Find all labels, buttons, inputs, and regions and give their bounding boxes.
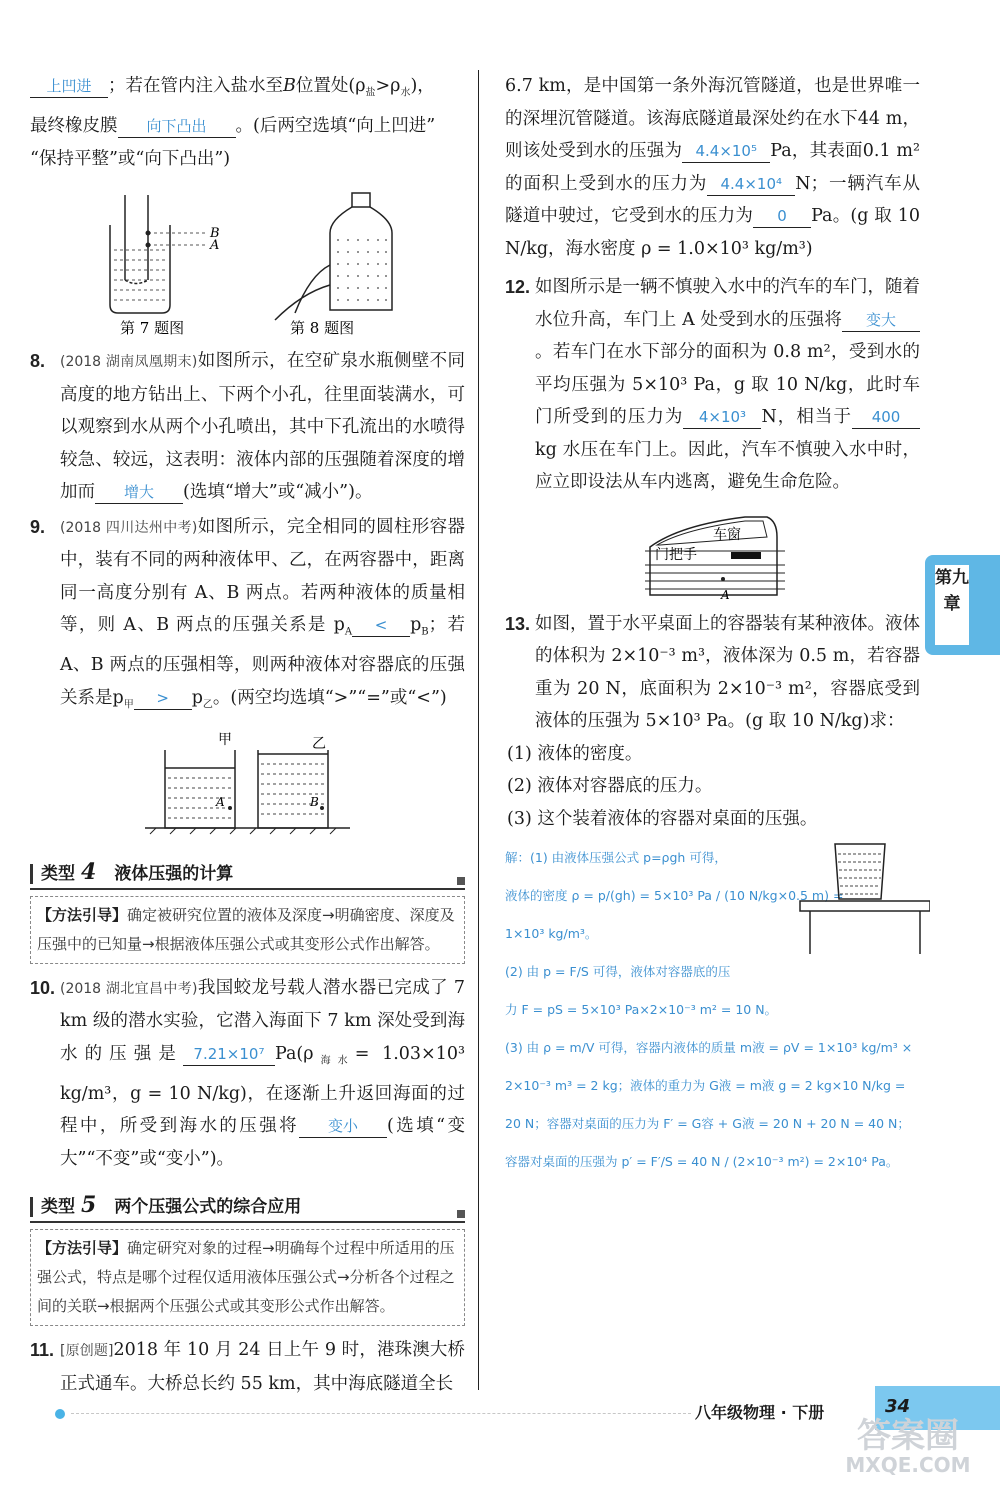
fig9-point-A: A: [216, 794, 225, 809]
fig8-water-dots: [337, 239, 387, 301]
figures-7-8: [30, 185, 465, 335]
question-11: 11. [原创题]2018 年 10 月 24 日上午 9 时，港珠澳大桥正式通车。大桥总长约 55 km，其中海底隧道全长: [30, 1334, 465, 1400]
question-source: (2018 湖南凤凰期末): [60, 354, 198, 370]
fig9-drawing: [30, 730, 465, 842]
fig8-bottle: [275, 193, 392, 320]
section-header-type4: 类型 4 液体压强的计算: [30, 856, 465, 890]
fig9-label-jia: 甲: [218, 731, 232, 748]
fig12-label-window: 车窗: [713, 526, 741, 543]
answer-blank: 4.4×10⁵: [682, 140, 770, 163]
q13-sub-3: (3) 这个装着液体的容器对桌面的压强。: [507, 808, 818, 829]
solution-line: 20 N；容器对桌面的压力为 F′ = G容 + G液 = 20 N + 20 N = 40 N；: [505, 1116, 910, 1131]
figure-12: [505, 507, 920, 602]
answer-blank: 变大: [842, 309, 920, 332]
answer-blank: 增大: [95, 481, 183, 504]
question-number: 11.: [30, 1340, 55, 1360]
section-title: 液体压强的计算: [114, 863, 234, 884]
chapter-label: 第九章: [935, 565, 969, 645]
fig7-fig8-drawing: [30, 185, 465, 335]
answer-blank: 4×10³: [683, 406, 761, 429]
question-source: (2018 四川达州中考): [60, 519, 198, 536]
question-number: 9.: [30, 516, 46, 537]
question-source: [原创题]: [60, 1343, 114, 1359]
page-number: 34: [885, 1396, 911, 1417]
fig12-point-A: A: [721, 587, 730, 602]
door-handle: [731, 552, 761, 559]
question-number: 10.: [30, 977, 56, 998]
answer-blank: 向下凸出: [118, 115, 236, 138]
solution-line: 液体的密度 ρ = p/(gh) = 5×10³ Pa / (10 N/kg×0.5 m) =: [505, 888, 844, 903]
fig7-caption: 第 7 题图: [120, 319, 185, 335]
solution-line: 解：(1) 由液体压强公式 p=ρgh 可得，: [505, 850, 727, 865]
answer-blank: <: [352, 614, 410, 637]
fig7-label-A: A: [210, 238, 220, 253]
method-guide-box: 【方法引导】确定研究对象的过程→明确每个过程中所适用的压强公式，特点是哪个过程仅适用液体压强公式→分析各个过程之间的关联→根据两个压强公式或其变形公式作出解答。: [30, 1229, 465, 1326]
section-title: 两个压强公式的综合应用: [114, 1197, 302, 1217]
solution-line: (2) 由 p = F/S 可得，液体对容器底的压: [505, 964, 731, 979]
q13-sub-1: (1) 液体的密度。: [507, 743, 643, 764]
question-source: (2018 湖北宜昌中考): [60, 980, 198, 997]
question-11-continuation: 6.7 km，是中国第一条外海沉管隧道，也是世界唯一的深埋沉管隧道。该海底隧道最深处约在水下44 m，则该处受到水的压强为 4.4×10⁵ Pa，其表面0.1 m² 的面积上受到水的压力为 4.4×10⁴ N；一辆汽车从隧道中驶过，它受到水的压力为 0 Pa。(g 取 10 N/kg，海水密度 ρ = 1.0×10³ kg/m³): [505, 76, 921, 259]
fig7-beaker: [110, 195, 170, 313]
solution-line: 容器对桌面的压强为 p′ = F′/S = 40 N / (2×10⁻³ m²) = 2×10⁴ Pa。: [505, 1154, 899, 1169]
fig7-label-B: B: [210, 226, 220, 241]
question-number: 8.: [30, 351, 46, 371]
fig9-point-B: B: [310, 794, 319, 809]
q13-solution: [505, 839, 920, 1181]
question-9: 9. (2018 四川达州中考)如图所示，完全相同的圆柱形容器中，装有不同的两种液体甲、乙，在两容器中，距离同一高度分别有 A、B 两点。若两种液体的质量相等，则 A、B 两点的压强关系是 $p_A < p_B$；若 A、B 两点的压强相等，则两种液体对容器底的压强关系是$p_甲 > p_乙$。(两空均选填“>”“=”或“<”): [30, 511, 465, 722]
answer-blank: 7.21×10⁷: [183, 1043, 275, 1066]
book-title: 八年级物理 · 下册: [695, 1403, 825, 1422]
column-divider: [478, 70, 479, 1390]
figure-9: [30, 730, 465, 842]
solution-line: 2×10⁻³ m³ = 2 kg；液体的重力为 G液 = m液 g = 2 kg×10 N/kg =: [505, 1078, 906, 1093]
question-number: 13.: [505, 613, 531, 634]
q7-continuation: 上凹进 ；若在管内注入盐水至B位置处$(\rho_盐>\rho_水)$， 最终橡皮膜 向下凸出 。(后两空选填“向上凹进” “保持平整”或“向下凸出”): [30, 76, 436, 169]
answer-blank: 上凹进: [30, 75, 108, 98]
left-column: [30, 70, 465, 1400]
answer-blank: 4.4×10⁴: [707, 173, 795, 196]
bullet-dot-icon: [55, 1409, 65, 1419]
section-header-type5: 类型 5 两个压强公式的综合应用: [30, 1189, 465, 1223]
question-13: 13. 如图，置于水平桌面上的容器装有某种液体。液体的体积为 2×10⁻³ m³，液体深为 0.5 m，若容器重为 20 N，底面积为 2×10⁻³ m²，容器底受到液体的压强为 5×10³ Pa。(g 取 10 N/kg)求：: [505, 608, 920, 738]
answer-blank: 变小: [299, 1115, 387, 1138]
fig12-car-door: [505, 507, 920, 602]
question-number: 12.: [505, 277, 531, 297]
solution-line: 力 F = pS = 5×10³ Pa×2×10⁻³ m² = 10 N。: [505, 1002, 778, 1017]
answer-blank: >: [134, 687, 192, 710]
q13-sub-2: (2) 液体对容器底的压力。: [507, 776, 713, 796]
question-12: 12. 如图所示是一辆不慎驶入水中的汽车的车门，随着水位升高，车门上 A 处受到水的压强将 变大。若车门在水下部分的面积为 0.8 m²，受到水的平均压强为 5×10³ Pa，g 取 10 N/kg，此时车门所受到的压力为 4×10³ N，相当于 400kg 水压在车门上。因此，汽车不慎驶入水中时，应立即设法从车内逃离，避免生命危险。: [505, 271, 920, 499]
answer-blank: 0: [753, 205, 811, 228]
fig13-table-container: [795, 839, 930, 959]
question-10: 10. (2018 湖北宜昌中考)我国蛟龙号载人潜水器已完成了 7 km 级的潜水实验，它潜入海面下 7 km 深处受到海水的压强是 7.21×10⁷ $Pa(\rho_{海水}= 1.03\times 10^3$ kg/m³，g = 10 N/kg)，在逐渐上升返回海面的过程中，所受到海水的压强将 变小 (选填“变大”“不变”或“变小”)。: [30, 972, 465, 1176]
answer-blank: 400: [852, 406, 920, 429]
corner-square-icon: [457, 877, 465, 885]
method-guide-box: 【方法引导】确定被研究位置的液体及深度→明确密度、深度及压强中的已知量→根据液体压强公式或其变形公式作出解答。: [30, 896, 465, 964]
chapter-tab[interactable]: [925, 555, 1000, 655]
footer-dashed-line: [71, 1413, 691, 1414]
fig8-caption: 第 8 题图: [290, 319, 355, 335]
solution-line: 1×10³ kg/m³。: [505, 926, 598, 941]
solution-line: (3) 由 ρ = m/V 可得，容器内液体的质量 m液 = ρV = 1×10³ kg/m³ ×: [505, 1040, 913, 1055]
watermark-logo: 答案圈 MXQE.COM: [845, 1416, 971, 1477]
fig12-label-handle: 门把手: [655, 546, 697, 563]
question-8: 8. (2018 湖南凤凰期末)如图所示，在空矿泉水瓶侧壁不同高度的地方钻出上、下两个小孔，往里面装满水，可以观察到水从两个小孔喷出，其中下孔流出的水喷得较急、较远，这表明：液体内部的压强随着深度的增加而 增大 (选填“增大”或“减小”)。: [30, 345, 465, 509]
right-column: [505, 70, 920, 1181]
fig9-label-yi: 乙: [312, 735, 326, 752]
corner-square-icon: [457, 1210, 465, 1218]
